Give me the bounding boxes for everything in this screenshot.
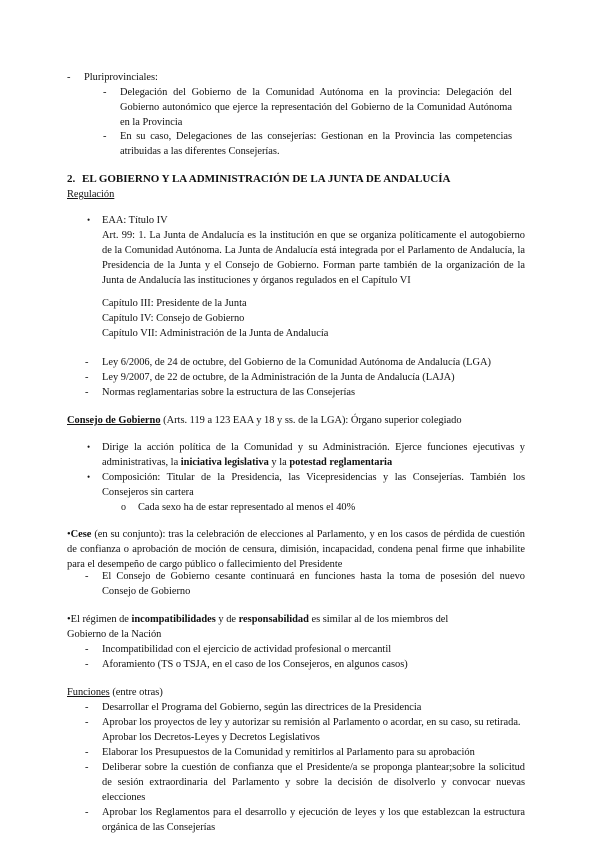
responsabilidad: responsabilidad: [238, 614, 309, 625]
funciones-rest: (entre otras): [109, 687, 163, 698]
pluri-item-2: En su caso, Delegaciones de las consejerías: Gestionan en la Provincia las competencias atribuidas a las diferentes Consejerías.: [120, 131, 512, 157]
funcion-item-5: Aprobar los Reglamentos para el desarrollo y ejecución de leyes y los que establezcan la estructura orgánica de las Consejerías: [102, 807, 525, 833]
regulacion-label: Regulación: [67, 189, 115, 200]
cese-item: El Consejo de Gobierno cesante continuará en funciones hasta la toma de posesión del nuevo Consejo de Gobierno: [102, 571, 525, 597]
chapter-4: Capítulo IV: Consejo de Gobierno: [102, 313, 245, 324]
regimen-line-2: Gobierno de la Nación: [67, 629, 162, 640]
cese-text: (en su conjunto): tras la celebración de elecciones al Parlamento, y en los casos de pérdida de cuestión de confianza o aprobación de moción de censura, dimisión, incapacidad, condena penal firme que inhabilite para el desempeño de cargo público o fallecimiento del Presidente: [67, 529, 525, 570]
regimen-text-a: •El régimen de: [67, 614, 132, 625]
consejo-bullet-1: [102, 440, 525, 470]
pluri-label: Pluriprovinciales:: [84, 72, 158, 83]
funcion-item-4: Deliberar sobre la cuestión de confianza que el Presidente/a se proponga plantear;sobre la solicitud de sesión extraordinaria del Parlamento y sobre la decisión de disolverlo y convocar nuevas elecciones: [102, 762, 525, 803]
chapter-3: Capítulo III: Presidente de la Junta: [102, 298, 247, 309]
dash-marker: -: [85, 644, 89, 655]
dash-marker: -: [85, 807, 89, 818]
dash-marker: -: [85, 372, 89, 383]
funciones-heading: [67, 685, 163, 700]
regimen-text-c: y de: [215, 614, 239, 625]
dash-marker: -: [67, 72, 71, 83]
consejo-bullet-2: Composición: Titular de la Presidencia, las Vicepresidencias y las Consejerías. También los Consejeros sin cartera: [102, 472, 525, 498]
regimen-line-1: [67, 612, 448, 627]
regimen-item-2: Aforamiento (TS o TSJA, en el caso de los Consejeros, en algunos casos): [102, 659, 408, 670]
dash-marker: -: [85, 762, 89, 773]
consejo-sub: Cada sexo ha de estar representado al menos el 40%: [138, 502, 356, 513]
bullet-marker: •: [87, 215, 91, 225]
circle-marker: o: [121, 502, 126, 513]
cese-paragraph: [67, 527, 525, 572]
bullet-marker: •: [87, 472, 91, 482]
regimen-text-e: es similar al de los miembros del: [308, 614, 449, 625]
dash-marker: -: [85, 659, 89, 670]
consejo-heading: [67, 413, 462, 428]
dash-marker: -: [103, 87, 107, 98]
dash-marker: -: [103, 131, 107, 142]
funciones-label: Funciones: [67, 687, 110, 698]
cese-bullet: •: [67, 529, 71, 540]
law-1: Ley 6/2006, de 24 de octubre, del Gobierno de la Comunidad Autónoma de Andalucía (LGA): [102, 357, 491, 368]
cese-label: Cese: [70, 529, 92, 540]
law-3: Normas reglamentarias sobre la estructura de las Consejerías: [102, 387, 356, 398]
consejo-b1-join: y la: [268, 457, 290, 468]
funcion-item-2: Aprobar los proyectos de ley y autorizar su remisión al Parlamento o acordar, en su caso, su retirada. Aprobar los Decretos-Leyes y Decretos Legislativos: [102, 717, 521, 743]
dash-marker: -: [85, 357, 89, 368]
law-2: Ley 9/2007, de 22 de octubre, de la Administración de la Junta de Andalucía (LAJA): [102, 372, 455, 383]
dash-marker: -: [85, 387, 89, 398]
consejo-b1-text: Dirige la acción política de la Comunidad y su Administración. Ejerce funciones ejecutivas y administrativas, la: [102, 442, 525, 468]
dash-marker: -: [85, 571, 89, 582]
bullet-marker: •: [87, 442, 91, 452]
eaa-art99: Art. 99: 1. La Junta de Andalucía es la institución en que se organiza políticamente el autogobierno de la Comunidad Autónoma. La Junta de Andalucía está integrada por el Parlamento de Andalucía, la Presidencia de la Junta y el Consejo de Gobierno. Forman parte también de la organización de la Junta de Andalucía las instituciones y órganos regulados en el Capítulo VI: [102, 230, 525, 286]
iniciativa-legislativa: iniciativa legislativa: [180, 457, 269, 468]
regimen-item-1: Incompatibilidad con el ejercicio de actividad profesional o mercantil: [102, 644, 392, 655]
section-title: EL GOBIERNO Y LA ADMINISTRACIÓN DE LA JUNTA DE ANDALUCÍA: [82, 173, 451, 185]
chapter-7: Capítulo VII: Administración de la Junta de Andalucía: [102, 328, 329, 339]
dash-marker: -: [85, 747, 89, 758]
potestad-reglamentaria: potestad reglamentaria: [289, 457, 393, 468]
dash-marker: -: [85, 702, 89, 713]
consejo-rest: (Arts. 119 a 123 EAA y 18 y ss. de la LGA): Órgano superior colegiado: [160, 415, 462, 426]
incompatibilidades: incompatibilidades: [131, 614, 216, 625]
eaa-title: EAA: Título IV: [102, 215, 168, 226]
pluri-item-1: Delegación del Gobierno de la Comunidad Autónoma en la provincia: Delegación del Gobierno autonómico que ejerce la representación del Gobierno de la Comunidad Autónoma en la Provincia: [120, 87, 512, 128]
dash-marker: -: [85, 717, 89, 728]
funcion-item-1: Desarrollar el Programa del Gobierno, según las directrices de la Presidencia: [102, 702, 422, 713]
section-number: 2.: [67, 173, 76, 185]
funcion-item-3: Elaborar los Presupuestos de la Comunidad y remitirlos al Parlamento para su aprobación: [102, 747, 475, 758]
consejo-label: Consejo de Gobierno: [67, 415, 161, 426]
